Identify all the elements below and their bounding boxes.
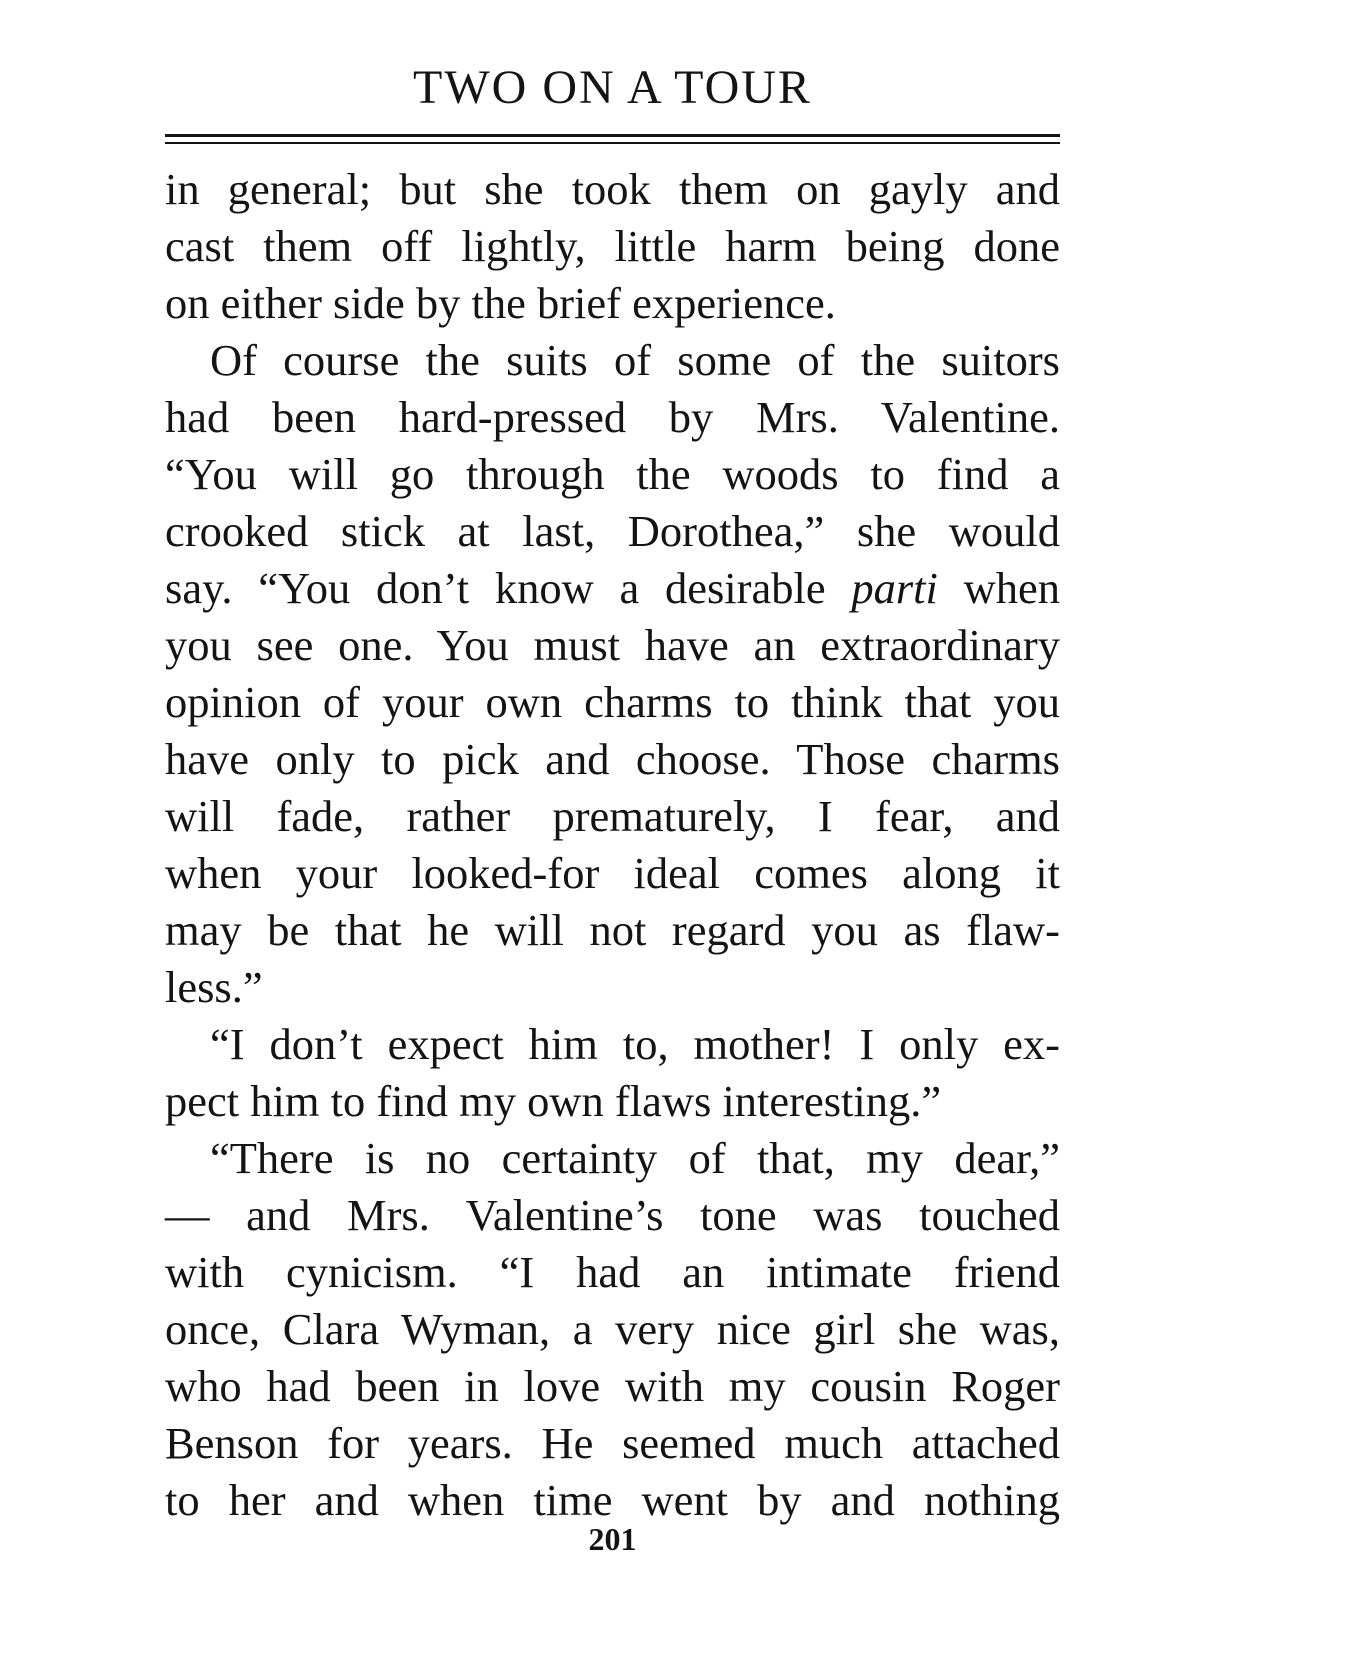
text-line: will fade, rather prematurely, I fear, and xyxy=(165,791,1060,841)
text-line: may be that he will not regard you as flaw- xyxy=(165,905,1060,955)
body-text xyxy=(165,161,1060,1529)
text-line: Benson for years. He seemed much attached xyxy=(165,1418,1060,1468)
text-line: less.” xyxy=(165,962,263,1012)
text-line: “I don’t expect him to, mother! I only ex- xyxy=(210,1019,1060,1069)
text-line: “There is no certainty of that, my dear,” xyxy=(210,1133,1060,1183)
text-line: with cynicism. “I had an intimate friend xyxy=(165,1247,1060,1297)
header-rule-bottom xyxy=(165,142,1060,144)
text-line: once, Clara Wyman, a very nice girl she was, xyxy=(165,1304,1060,1354)
running-head: TWO ON A TOUR xyxy=(413,61,812,114)
text-segment: when xyxy=(963,563,1061,613)
text-line: Of course the suits of some of the suitors xyxy=(210,335,1060,385)
page-number: 201 xyxy=(588,1521,637,1557)
text-line: to her and when time went by and nothing xyxy=(165,1475,1060,1525)
text-line: who had been in love with my cousin Roger xyxy=(165,1361,1060,1411)
text-line: on either side by the brief experience. xyxy=(165,278,836,328)
text-line: crooked stick at last, Dorothea,” she would xyxy=(165,506,1060,556)
text-line: had been hard-pressed by Mrs. Valentine. xyxy=(165,392,1060,442)
text-segment: say. “You don’t know a desirable xyxy=(165,563,826,613)
text-line: opinion of your own charms to think that you xyxy=(165,677,1060,727)
text-line: when your looked-for ideal comes along it xyxy=(165,848,1060,898)
text-line: cast them off lightly, little harm being done xyxy=(165,221,1060,271)
text-line: you see one. You must have an extraordinary xyxy=(165,620,1060,670)
text-line: “You will go through the woods to find a xyxy=(165,449,1060,499)
text-line xyxy=(165,560,1060,617)
text-line: — and Mrs. Valentine’s tone was touched xyxy=(165,1190,1060,1240)
header-rule-top xyxy=(165,134,1060,137)
text-line: in general; but she took them on gayly and xyxy=(165,164,1060,214)
italic-word: parti xyxy=(851,563,938,613)
text-line: pect him to find my own flaws interesting.” xyxy=(165,1076,942,1126)
text-line: have only to pick and choose. Those charms xyxy=(165,734,1060,784)
